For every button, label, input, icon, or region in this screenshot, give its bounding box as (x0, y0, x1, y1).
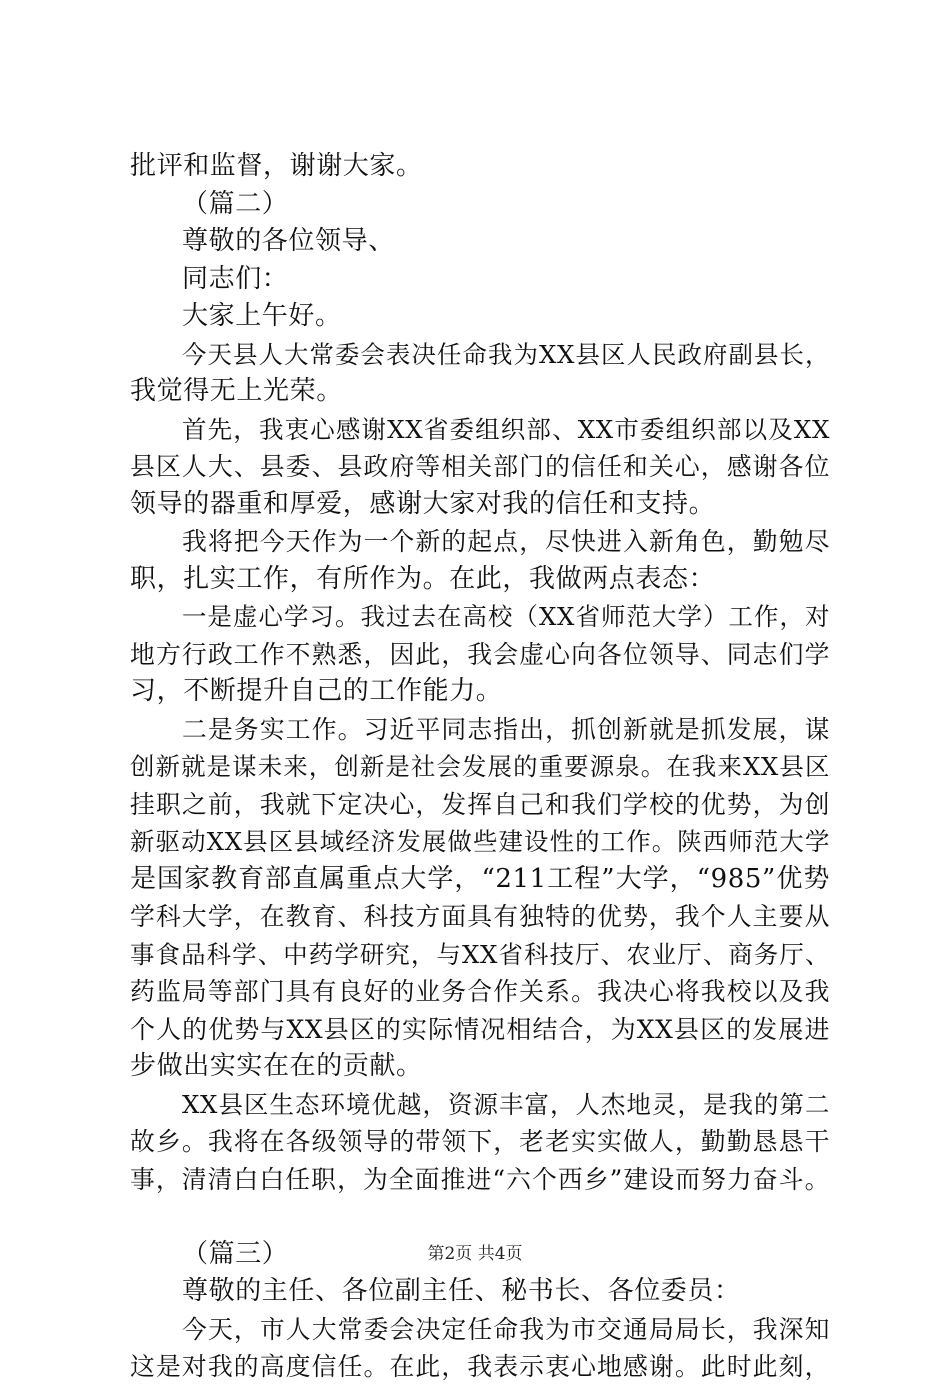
text-line: 事食品科学、中药学研究，与XX省科技厅、农业厅、商务厅、 (130, 939, 830, 969)
text-line: 药监局等部门具有良好的业务合作关系。我决心将我校以及我 (130, 977, 830, 1006)
text-line: 个人的优势与XX县区的实际情况相结合，为XX县区的发展进 (130, 1014, 830, 1044)
text-line: 尊敬的各位领导、 (182, 226, 395, 256)
text-line: 我觉得无上光荣。 (130, 376, 343, 406)
text-line: 学科大学，在教育、科技方面具有独特的优势，我个人主要从 (130, 902, 830, 931)
text-line: （篇三） (182, 1238, 289, 1269)
text-line: 我将把今天作为一个新的起点，尽快进入新角色，勤勉尽 (182, 527, 830, 556)
text-line: （篇二） (182, 188, 289, 219)
text-line: 地方行政工作不熟悉，因此，我会虚心向各位领导、同志们学 (130, 639, 830, 669)
text-line: 同志们： (182, 263, 289, 294)
text-line: 职，扎实工作，有所作为。在此，我做两点表态： (130, 563, 716, 594)
text-line: XX县区生态环境优越，资源丰富，人杰地灵，是我的第二 (182, 1089, 830, 1119)
text-line: 故乡。我将在各级领导的带领下，老老实实做人，勤勤恳恳干 (130, 1127, 830, 1156)
text-line: 习，不断提升自己的工作能力。 (130, 676, 503, 706)
text-line: 一是虚心学习。我过去在高校（XX省师范大学）工作，对 (182, 602, 830, 631)
text-line: 是国家教育部直属重点大学，“211工程”大学，“985”优势 (130, 863, 830, 894)
text-line: 这是对我的高度信任。在此，我表示衷心地感谢。此时此刻， (130, 1352, 830, 1381)
text-line: 首先，我衷心感谢XX省委组织部、XX市委组织部以及XX (182, 414, 830, 444)
text-line: 今天县人大常委会表决任命我为XX县区人民政府副县长， (182, 339, 830, 369)
text-line: 县区人大、县委、县政府等相关部门的信任和关心，感谢各位 (130, 452, 830, 481)
text-line: 事，清清白白任职，为全面推进“六个西乡”建设而努力奋斗。 (130, 1164, 830, 1194)
text-line: 批评和监督，谢谢大家。 (130, 151, 423, 181)
text-line: 大家上午好。 (182, 301, 342, 331)
text-line: 二是务实工作。习近平同志指出，抓创新就是抓发展，谋 (182, 714, 830, 744)
text-line: 今天，市人大常委会决定任命我为市交通局局长，我深知 (182, 1314, 830, 1344)
document-body (130, 148, 830, 1386)
text-line: 挂职之前，我就下定决心，发挥自己和我们学校的优势，为创 (130, 789, 830, 819)
text-line: 步做出实实在在的贡献。 (130, 1051, 423, 1081)
text-line: 新驱动XX县区县域经济发展做些建设性的工作。陕西师范大学 (130, 827, 830, 856)
text-line: 尊敬的主任、各位副主任、秘书长、各位委员： (182, 1276, 741, 1306)
text-line: 创新就是谋未来，创新是社会发展的重要源泉。在我来XX县区 (130, 752, 830, 781)
page-footer: 第2页 共4页 (427, 1244, 523, 1264)
blank-line (130, 1198, 830, 1236)
text-line: 领导的器重和厚爱，感谢大家对我的信任和支持。 (130, 488, 716, 519)
